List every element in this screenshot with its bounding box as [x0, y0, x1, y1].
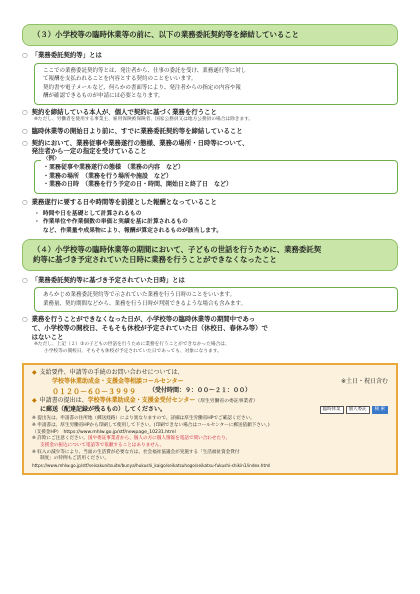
- contact-line3: ◆ 申請書の提出は、学校等休業助成金・支援金受付センター（厚生労働省の委託事業者）: [32, 396, 258, 404]
- dot-icon: ・: [34, 219, 40, 226]
- definition-box: [34, 63, 398, 105]
- s4-item1-heading: 「業務委託契約等に基づき予定されていた日時」とは: [31, 275, 185, 284]
- bullet-icon: ○: [22, 126, 28, 135]
- example-item: ・業務の日時 （業務を行う予定の日・時間、開始日と終了日 など）: [43, 181, 233, 189]
- bullet-icon: ○: [22, 50, 28, 59]
- section4-header: [22, 239, 398, 271]
- definition-line: ここでの業務委託契約等とは、発注者から、仕事の委託を受け、業務遂行等に対し: [43, 67, 247, 74]
- contact-phone-row: [32, 387, 388, 397]
- item2-row: [22, 108, 398, 117]
- contact-line4: に郵送（配達記録が残るもの）してください。 臨時休業 個人委託 検 索: [32, 406, 388, 415]
- item1-heading-row: [22, 51, 398, 60]
- item4-text: [32, 139, 249, 156]
- s4-definition-box: [34, 287, 398, 312]
- bullet-icon: ○: [22, 315, 28, 324]
- contact-box: [22, 363, 398, 475]
- section4-title-line2: 約等に基づき予定されていた日時に業務を行うことができなくなったこと: [33, 254, 277, 264]
- item5-text: 業務遂行に要する日や時間等を前提とした報酬となっていること: [31, 197, 217, 206]
- diamond-icon: ◆: [32, 369, 37, 377]
- contact-center-row: [32, 378, 388, 387]
- item2-note: ※ただし、労働者を使用する事業主、雇用保険被保険者、国家公務員又は地方公務員の場合は除きます。: [34, 117, 254, 123]
- dot-icon: ・: [34, 210, 40, 217]
- definition-line: て報酬を支払われることを内容とする契約のことをいいます。: [43, 76, 197, 83]
- fine-print: ※ 提出先は、申請書の住所地（郵送経路）により異なりますので、詳細は厚生労働省HPでご確認ください。 ※ 申請書は、厚生労働省HPから印刷して使用して下さい。(印刷できない場合はコールセンターに郵送依頼下さい。) （支援金HP） https://www.mhlw.go.jp/stf/newpage_10231.html ※ 詐欺にご注意ください。国や委託事業者から、個人の方に個人情報を電話で問い合わせたり、 支援金の振込について電話等で依頼することはありません。 ※ 収入の減少等により、当面の生活費が必要な方は、社会福祉協議会が実施する「生活福祉資金貸付 制度」の特例もご活用ください。 https://www.mhlw.go.jp/stf/seisakunitsuite/bunya/hukushi_kaigo/seikatsuhogo/seikatsu-fukushi-shikin1/index.html: [32, 416, 388, 469]
- s4-item2-row: [22, 315, 398, 341]
- item4-line1: 契約において、業務従事や業務遂行の態様、業務の場所・日時等について、: [31, 138, 249, 147]
- bullet-icon: ○: [22, 138, 28, 147]
- item4-line2: 発注者から一定の指定を受けていること: [31, 147, 147, 156]
- item5-row: [22, 198, 398, 207]
- hours: （受付時間：９：００～２１：００）: [149, 386, 252, 394]
- diamond-icon: ◆: [32, 396, 37, 404]
- receipt-center-name: 学校等休業助成金・支援金受付センター: [87, 396, 196, 404]
- support-url[interactable]: （支援金HP） https://www.mhlw.go.jp/stf/newpage_10231.html: [32, 429, 176, 435]
- item3-text: 臨時休業等の開始日より前に、すでに業務委託契約等を締結していること: [31, 126, 243, 135]
- search-stamp[interactable]: 臨時休業 個人委託 検 索: [320, 406, 388, 415]
- example-item: ・業務の場所 （業務を行う場所や施設 など）: [43, 172, 173, 180]
- s4-item2-note: ※ただし、上記（２）②の子どもの世話を行うために業務を行うことができなかった場合は、 小学校等の開校日、そもそも休校が予定されていた日であっても、対象になります。: [34, 342, 230, 354]
- s4-item1-heading-row: [22, 276, 398, 285]
- item4-row: [22, 139, 398, 156]
- bullet-icon: ○: [22, 107, 28, 116]
- page: [22, 24, 398, 475]
- footer-url[interactable]: https://www.mhlw.go.jp/stf/seisakunitsuite/bunya/hukushi_kaigo/seikatsuhogo/seikatsu-fukushi-shikin1/index.html: [32, 463, 271, 469]
- sub-item: など、作業量や成果物により、報酬が算定されるものが該当します。: [34, 227, 398, 236]
- definition-line: 契約書や電子メールなど、何らかの書面等により、発注者からの指定の内容や報: [43, 84, 241, 91]
- s4-item2-text: 業務を行うことができなくなった日が、小学校等の臨時休業等の期間中であっ て、小学校等の開校日、そもそも休校が予定されていた日（休校日、春休み等）で はないこと: [31, 315, 268, 341]
- call-center-name: 学校等休業助成金・支援金等相談コールセンター: [52, 378, 184, 385]
- item5-subs: [34, 210, 398, 236]
- contact-line1: ◆ 支給要件、申請等の手続のお問い合わせについては、: [32, 369, 184, 377]
- sub-item: ・ 時間や日を基礎として計算されるもの: [34, 210, 142, 217]
- example-box: [34, 155, 398, 194]
- call-center-note: ※土日・祝日含む: [340, 378, 388, 385]
- item1-heading: 「業務委託契約等」とは: [31, 50, 102, 59]
- section4-title-line1: （４）小学校等の臨時休業等の期間において、子どもの世話を行うために、業務委託契: [33, 244, 322, 254]
- bullet-icon: ○: [22, 197, 28, 206]
- definition-line: あらかじめ業務委託契約等で示されていた業務を行う日時のことをいいます。: [43, 292, 236, 299]
- example-tag: 〈例〉: [43, 155, 60, 162]
- phone-number[interactable]: ０１２０－６０－３９９９: [52, 387, 136, 396]
- definition-line: 酬が確認できるものが申請には必要となります。: [43, 93, 164, 100]
- item2-text: 契約を締結している本人が、個人で契約に基づく業務を行うこと: [31, 107, 217, 116]
- example-item: ・業務従事や業務遂行の態様 （業務の内容 など）: [43, 163, 185, 171]
- dot-icon: [34, 227, 40, 236]
- bullet-icon: ○: [22, 275, 28, 284]
- section3-title: （３）小学校等の臨時休業等の前に、以下の業務委託契約等を締結していること: [33, 30, 300, 39]
- search-button[interactable]: 検 索: [372, 406, 388, 415]
- definition-line: 業務量、契約期間などから、業務を行う日時が判別できるような場合も含みます。: [43, 300, 247, 307]
- item3-row: [22, 127, 398, 136]
- sub-item: ・ 作業単位や作業個数の単価と実績を基に計算されるもの: [34, 219, 188, 226]
- section3-header: [22, 24, 398, 46]
